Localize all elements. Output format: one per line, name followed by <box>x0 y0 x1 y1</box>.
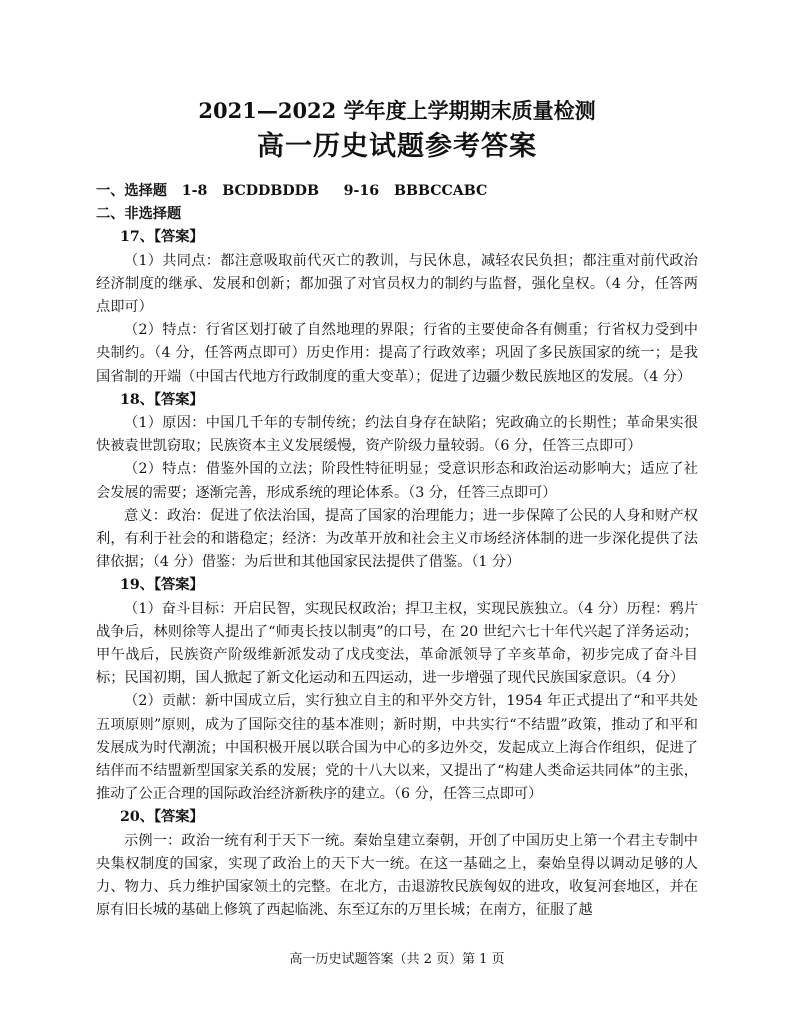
q18-part1: （1）原因：中国几千年的专制传统；约法自身存在缺陷；宪政确立的长期性；革命果实很快被袁世凯窃取；民族资本主义发展缓慢，资产阶级力量较弱。（6 分，任答三点即可） <box>96 415 698 455</box>
section-nonchoice: 二、非选择题 <box>96 206 182 223</box>
page-footer: 高一历史试题答案（共 2 页）第 1 页 <box>289 952 505 967</box>
q20-example1: 示例一：政治一统有利于天下一统。秦始皇建立秦朝，开创了中国历史上第一个君主专制中央集权制度的国家，实现了政治上的天下大一统。在这一基础之上，秦始皇得以调动足够的人力、物力、兵力维护国家领土的完整。在北方，击退游牧民族匈奴的进攻，收复河套地区，并在原有旧长城的基础上修筑了西起临洮、东至辽东的万里长城；在南方，征服了越 <box>96 832 698 919</box>
document-subtitle: 高一历史试题参考答案 <box>257 131 537 162</box>
q18-heading: 18、【答案】 <box>120 391 204 408</box>
q18-part2: （2）特点：借鉴外国的立法；阶段性特征明显；受意识形态和政治运动影响大；适应了社会发展的需要；逐渐完善，形成系统的理论体系。（3 分，任答三点即可） <box>96 461 698 501</box>
q17-heading: 17、【答案】 <box>120 229 204 246</box>
q20-heading: 20、【答案】 <box>120 809 204 826</box>
q17-part1: （1）共同点：都注意吸取前代灭亡的教训，与民休息，减轻农民负担；都注重对前代政治经济制度的继承、发展和创新；都加强了对官员权力的制约与监督，强化皇权。（4 分，任答两点即可） <box>96 252 698 316</box>
document-title: 2021—2022 学年度上学期期末质量检测 <box>198 98 596 123</box>
section-choice: 一、选择题 1-8 BCDDBDDB 9-16 BBBCCABC <box>96 183 488 199</box>
q17-part2: （2）特点：行省区划打破了自然地理的界限；行省的主要使命各有侧重；行省权力受到中央制约。（4 分，任答两点即可）历史作用：提高了行政效率；巩固了多民族国家的统一；是我国省制的开端（中国古代地方行政制度的重大变革）；促进了边疆少数民族地区的发展。（4 分） <box>96 322 698 385</box>
q19-heading: 19、【答案】 <box>120 577 204 594</box>
q19-part1: （1）奋斗目标：开启民智，实现民权政治；捍卫主权，实现民族独立。（4 分）历程：鸦片战争后，林则徐等人提出了“师夷长技以制夷”的口号，在 20 世纪六七十年代兴起了洋务运动；甲午战后，民族资产阶级维新派发动了戊戌变法，革命派领导了辛亥革命，初步完成了奋斗目标；民国初期，国人掀起了新文化运动和五四运动，进一步增强了现代民族国家意识。（4 分） <box>96 600 698 687</box>
q18-significance: 意义：政治：促进了依法治国，提高了国家的治理能力；进一步保障了公民的人身和财产权利，有利于社会的和谐稳定；经济：为改革开放和社会主义市场经济体制的进一步深化提供了法律依据；（4 分）借鉴：为后世和其他国家民法提供了借鉴。（1 分） <box>96 507 698 571</box>
q19-part2: （2）贡献：新中国成立后，实行独立自主的和平外交方针，1954 年正式提出了“和平共处五项原则”原则，成为了国际交往的基本准则；新时期，中共实行“不结盟”政策，推动了和平和发展成为时代潮流；中国积极开展以联合国为中心的多边外交，发起成立上海合作组织，促进了结伴而不结盟新型国家关系的发展；党的十八大以来，又提出了“构建人类命运共同体”的主张，推动了公正合理的国际政治经济新秩序的建立。（6 分，任答三点即可） <box>96 693 698 803</box>
